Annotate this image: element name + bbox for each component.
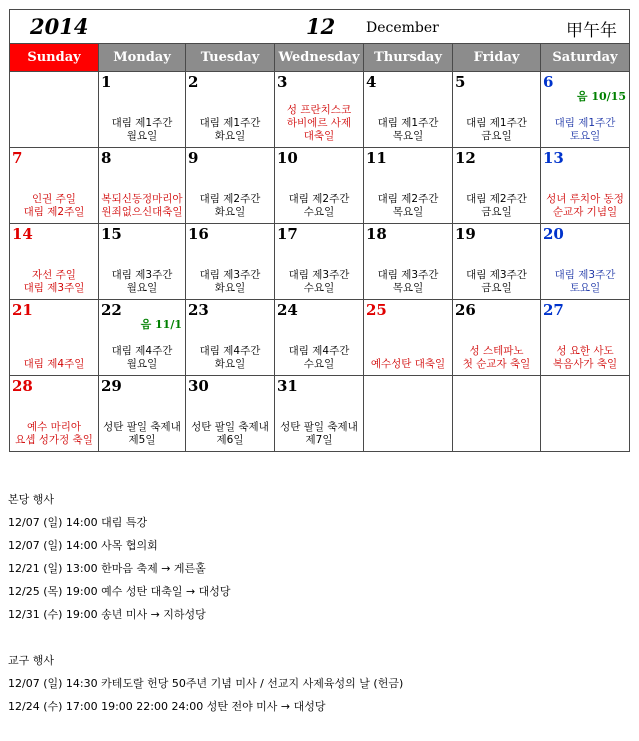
day-event-line: 대축일	[303, 130, 335, 142]
day-event-line: 제6일	[216, 434, 244, 446]
day-event-line: 복되신동정마리아	[101, 193, 183, 205]
day-number: 18	[366, 225, 387, 243]
weekday-header-saturday: Saturday	[541, 44, 630, 72]
day-event-line: 수요일	[303, 358, 335, 370]
empty-day-cell	[541, 376, 630, 452]
day-event-line: 화요일	[214, 206, 246, 218]
day-cell	[99, 72, 186, 148]
day-event-line: 순교자 기념일	[552, 206, 618, 218]
day-number: 15	[101, 225, 122, 243]
calendar-title-bar	[10, 10, 630, 44]
day-event-line: 성탄 팔일 축제내	[280, 421, 358, 433]
day-event-line: 대림 제3주간	[111, 269, 173, 281]
day-number: 24	[277, 301, 298, 319]
day-event-line: 목요일	[392, 130, 424, 142]
day-event-line: 성 프란치스코	[286, 104, 352, 116]
day-event	[541, 269, 629, 295]
day-event	[10, 358, 98, 371]
day-number: 9	[188, 149, 199, 167]
day-event-line: 대림 제3주간	[466, 269, 527, 281]
day-cell	[10, 376, 99, 452]
diocese-event-item: 12/24 (수) 17:00 19:00 22:00 24:00 성탄 전야 미사 → 대성당	[8, 700, 326, 713]
day-event-line: 대림 제3주간	[288, 269, 350, 281]
day-event	[10, 193, 98, 219]
day-event-line: 수요일	[303, 282, 335, 294]
day-event	[99, 193, 185, 219]
day-event-line: 수요일	[303, 206, 335, 218]
day-event-line: 대림 제4주일	[23, 358, 85, 370]
day-event	[99, 269, 185, 295]
parish-event-item: 12/07 (일) 14:00 사목 협의회	[8, 539, 158, 552]
day-event-line: 자선 주일	[32, 269, 76, 281]
day-event-line: 첫 순교자 축일	[462, 358, 531, 370]
day-event	[364, 358, 452, 371]
day-event-line: 대림 제3주간	[199, 269, 261, 281]
day-event	[275, 421, 363, 447]
calendar-week-row	[10, 72, 630, 148]
day-number: 17	[277, 225, 298, 243]
diocese-events-title: 교구 행사	[8, 654, 55, 667]
day-cell	[186, 300, 275, 376]
weekday-header-row	[10, 44, 630, 72]
parish-event-item: 12/31 (수) 19:00 송년 미사 → 지하성당	[8, 608, 206, 621]
day-event	[364, 193, 452, 219]
calendar-weeks	[10, 72, 630, 452]
day-event-line: 예수성탄 대축일	[370, 358, 446, 370]
day-event-line: 대림 제3주간	[554, 269, 616, 281]
day-cell	[10, 148, 99, 224]
day-event	[186, 345, 274, 371]
day-event-line: 월요일	[126, 358, 158, 370]
weekday-header-thursday: Thursday	[364, 44, 453, 72]
day-cell	[275, 376, 364, 452]
day-event-line: 화요일	[214, 282, 246, 294]
day-event	[275, 104, 363, 143]
day-event	[541, 345, 629, 371]
day-number: 21	[12, 301, 33, 319]
day-cell	[541, 224, 630, 300]
day-cell	[99, 224, 186, 300]
day-cell	[453, 224, 541, 300]
day-number: 12	[455, 149, 476, 167]
calendar-week-row	[10, 376, 630, 452]
day-event-line: 토요일	[569, 282, 601, 294]
day-cell	[364, 148, 453, 224]
diocese-event-item: 12/07 (일) 14:30 카테도랄 헌당 50주년 기념 미사 / 선교지 사제육성의 날 (헌금)	[8, 677, 404, 690]
day-event	[99, 117, 185, 143]
day-event	[453, 117, 540, 143]
day-cell	[364, 224, 453, 300]
day-event-line: 목요일	[392, 206, 424, 218]
day-event-line: 제5일	[128, 434, 156, 446]
parish-event-item: 12/07 (일) 14:00 대림 특강	[8, 516, 148, 529]
day-event-line: 금요일	[481, 282, 512, 294]
day-event	[186, 421, 274, 447]
day-event	[186, 117, 274, 143]
calendar-month-name: December	[366, 20, 439, 36]
day-cell	[275, 148, 364, 224]
day-number: 8	[101, 149, 112, 167]
weekday-header-wednesday: Wednesday	[275, 44, 364, 72]
day-cell	[541, 72, 630, 148]
day-event-line: 대림 제1주간	[466, 117, 527, 129]
day-event	[186, 193, 274, 219]
day-number: 20	[543, 225, 564, 243]
calendar-week-row	[10, 148, 630, 224]
day-event-line: 인권 주일	[32, 193, 76, 205]
day-event-line: 성녀 루치아 동정	[546, 193, 624, 205]
day-event-line: 금요일	[481, 130, 512, 142]
day-number: 30	[188, 377, 209, 395]
day-event-line: 대림 제3주일	[23, 282, 85, 294]
day-event-line: 대림 제1주간	[554, 117, 616, 129]
lunar-date: 음 11/1	[140, 318, 182, 331]
day-cell	[364, 72, 453, 148]
day-cell	[275, 72, 364, 148]
day-event-line: 성 스테파노	[469, 345, 524, 357]
day-number: 29	[101, 377, 122, 395]
weekday-header-sunday: Sunday	[10, 44, 99, 72]
day-cell	[541, 300, 630, 376]
day-cell	[275, 224, 364, 300]
day-event	[364, 269, 452, 295]
day-cell	[186, 72, 275, 148]
day-number: 14	[12, 225, 33, 243]
day-event-line: 화요일	[214, 358, 246, 370]
day-event	[453, 345, 540, 371]
day-event-line: 대림 제4주간	[288, 345, 350, 357]
day-event-line: 금요일	[481, 206, 512, 218]
day-number: 19	[455, 225, 476, 243]
day-cell	[186, 224, 275, 300]
day-number: 6	[543, 73, 554, 91]
day-number: 26	[455, 301, 476, 319]
day-event-line: 요셉 성가정 축일	[15, 434, 93, 446]
day-event-line: 원죄없으신대축일	[101, 206, 183, 218]
day-cell	[99, 148, 186, 224]
day-cell	[10, 300, 99, 376]
day-cell	[453, 72, 541, 148]
day-number: 23	[188, 301, 209, 319]
empty-day-cell	[364, 376, 453, 452]
day-event-line: 성탄 팔일 축제내	[191, 421, 269, 433]
day-event-line: 월요일	[126, 282, 158, 294]
lunar-date: 음 10/15	[576, 90, 627, 103]
empty-day-cell	[10, 72, 99, 148]
calendar-ganzhi-year: 甲午年	[566, 21, 618, 41]
day-number: 11	[366, 149, 387, 167]
day-number: 2	[188, 73, 199, 91]
day-number: 13	[543, 149, 564, 167]
day-cell	[186, 376, 275, 452]
day-cell	[364, 300, 453, 376]
day-event-line: 대림 제2주간	[466, 193, 527, 205]
weekday-header-tuesday: Tuesday	[186, 44, 275, 72]
day-event-line: 성 요한 사도	[556, 345, 614, 357]
calendar-week-row	[10, 224, 630, 300]
calendar-year: 2014	[30, 14, 89, 39]
day-number: 31	[277, 377, 298, 395]
day-event	[275, 269, 363, 295]
day-event-line: 대림 제1주간	[199, 117, 261, 129]
day-number: 5	[455, 73, 466, 91]
day-event	[275, 345, 363, 371]
day-number: 3	[277, 73, 288, 91]
day-number: 22	[101, 301, 122, 319]
day-event-line: 하비에르 사제	[286, 117, 352, 129]
day-event	[453, 193, 540, 219]
day-event-line: 대림 제3주간	[377, 269, 439, 281]
day-number: 27	[543, 301, 564, 319]
calendar-week-row	[10, 300, 630, 376]
day-event-line: 대림 제1주간	[377, 117, 439, 129]
day-cell	[275, 300, 364, 376]
day-event-line: 대림 제2주간	[377, 193, 439, 205]
day-number: 28	[12, 377, 33, 395]
day-number: 1	[101, 73, 112, 91]
day-event	[275, 193, 363, 219]
day-cell	[186, 148, 275, 224]
day-event	[10, 421, 98, 447]
day-cell	[99, 300, 186, 376]
day-event	[364, 117, 452, 143]
day-event-line: 대림 제2주간	[288, 193, 350, 205]
weekday-header-monday: Monday	[99, 44, 186, 72]
weekday-header-friday: Friday	[453, 44, 541, 72]
day-event-line: 성탄 팔일 축제내	[103, 421, 181, 433]
day-event-line: 예수 마리아	[26, 421, 82, 433]
day-event-line: 복음사가 축일	[552, 358, 618, 370]
day-event	[99, 345, 185, 371]
day-event	[99, 421, 185, 447]
day-event-line: 대림 제4주간	[199, 345, 261, 357]
day-event-line: 목요일	[392, 282, 424, 294]
day-number: 16	[188, 225, 209, 243]
day-event-line: 대림 제4주간	[111, 345, 173, 357]
day-event	[541, 193, 629, 219]
day-number: 25	[366, 301, 387, 319]
day-event	[541, 117, 629, 143]
calendar-table	[9, 9, 630, 452]
day-number: 4	[366, 73, 377, 91]
empty-day-cell	[453, 376, 541, 452]
day-cell	[541, 148, 630, 224]
day-cell	[453, 148, 541, 224]
day-event-line: 월요일	[126, 130, 158, 142]
day-event-line: 대림 제2주간	[199, 193, 261, 205]
day-event	[10, 269, 98, 295]
day-event-line: 토요일	[569, 130, 601, 142]
day-number: 10	[277, 149, 298, 167]
parish-event-item: 12/25 (목) 19:00 예수 성탄 대축일 → 대성당	[8, 585, 231, 598]
day-cell	[99, 376, 186, 452]
day-event	[186, 269, 274, 295]
day-event-line: 대림 제2주일	[23, 206, 85, 218]
parish-event-item: 12/21 (일) 13:00 한마음 축제 → 게른홀	[8, 562, 206, 575]
day-cell	[453, 300, 541, 376]
day-event-line: 대림 제1주간	[111, 117, 173, 129]
parish-events-title: 본당 행사	[8, 493, 55, 506]
day-number: 7	[12, 149, 23, 167]
day-event-line: 화요일	[214, 130, 246, 142]
calendar-month-number: 12	[306, 14, 336, 39]
day-event	[453, 269, 540, 295]
day-cell	[10, 224, 99, 300]
day-event-line: 제7일	[305, 434, 333, 446]
